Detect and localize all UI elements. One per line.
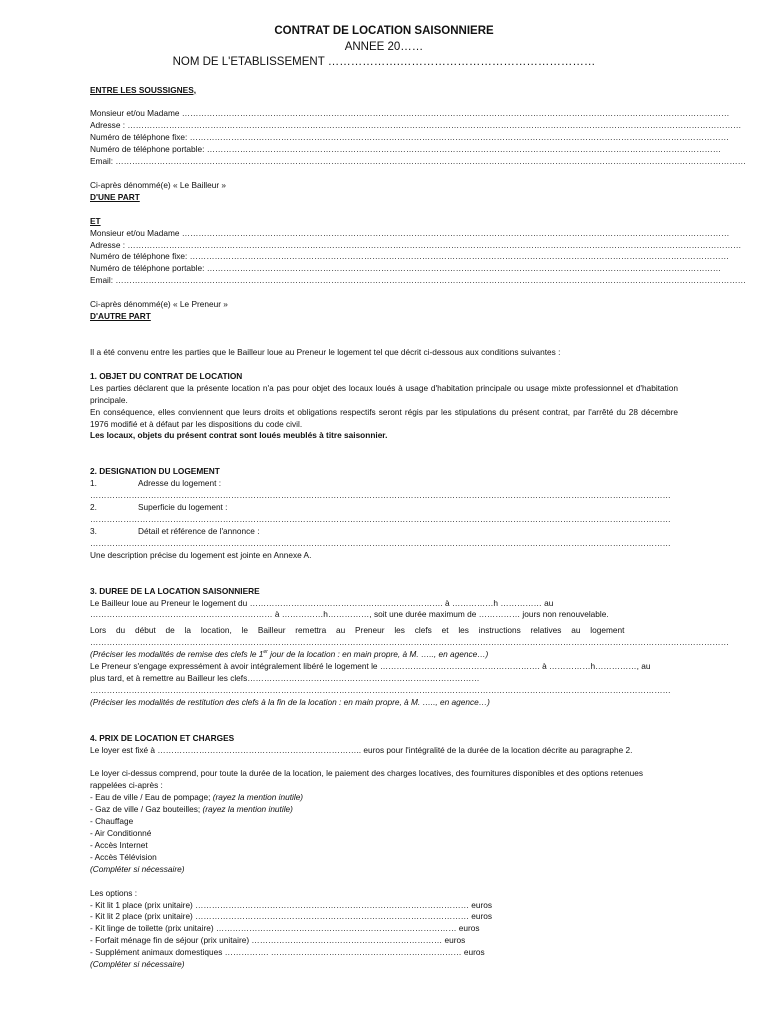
complete-note: (Compléter si nécessaire) — [90, 863, 185, 874]
document-title: CONTRAT DE LOCATION SAISONNIERE — [274, 25, 494, 37]
option-item: - Kit linge de toilette (prix unitaire) …………………………………………………………………………… euros — [90, 923, 480, 934]
tenant-mobile-field: Numéro de téléphone portable: …………………………………………………………………………………………………………………………………………………………………… — [90, 263, 722, 274]
section-1-furnished-note: Les locaux, objets du présent contrat sont loués meublés à titre saisonnier. — [90, 430, 388, 441]
section-1-paragraph: Les parties déclarent que la présente location n'a pas pour objet des locaux loués à usage d'habitation principale ou usage mixte professionnel et d'habitation principale. — [90, 382, 678, 405]
keys-handover-line: Lors du début de la location, le Bailleur remettra au Preneur les clefs et les instructions relatives au logement — [90, 625, 625, 636]
fill-line: ………………………………………………………………………………………………………………………………………………………………………………………… — [90, 490, 671, 501]
section-1-heading: 1. OBJET DU CONTRAT DE LOCATION — [90, 370, 243, 381]
listing-item: 3. Détail et référence de l'annonce : — [90, 525, 260, 536]
option-item: - Supplément animaux domestiques ……………. …………………………………………………………… euros — [90, 947, 485, 958]
option-item: - Kit lit 1 place (prix unitaire) ……………………………………………………………………………………… euros — [90, 899, 492, 910]
charges-list — [90, 792, 678, 863]
charge-item: - Accès Internet — [90, 839, 148, 850]
rent-amount-line: Le loyer est fixé à ……………………………………………………………….. euros pour l'intégralité de la durée de la location décrite au paragraphe 2. — [90, 744, 633, 755]
section-2-heading: 2. DESIGNATION DU LOGEMENT — [90, 466, 220, 477]
between-heading: ENTRE LES SOUSSIGNES, — [90, 84, 197, 95]
annex-note: Une description précise du logement est jointe en Annexe A. — [90, 549, 312, 560]
charge-item: - Gaz de ville / Gaz bouteilles; (rayez la mention inutile) — [90, 804, 293, 815]
section-1-paragraph: En conséquence, elles conviennent que leurs droits et obligations respectifs seront régis par les stipulations du présent contrat, par l'arrêté du 28 décembre 1976 modifié et à défaut par les dispositions du code civil. — [90, 406, 678, 429]
lessor-part: D'UNE PART — [90, 191, 140, 202]
address-item: 1. Adresse du logement : — [90, 478, 222, 489]
complete-note: (Compléter si nécessaire) — [90, 959, 185, 970]
tenant-named: Ci-après dénommé(e) « Le Preneur » — [90, 299, 228, 310]
tenant-phone-field: Numéro de téléphone fixe: …………………………………………………………………………………………………………………………………………………………………………… — [90, 251, 729, 262]
options-title: Les options : — [90, 887, 138, 898]
tenant-part: D'AUTRE PART — [90, 311, 151, 322]
option-item: - Forfait ménage fin de séjour (prix unitaire) …………………………………………………………… euros — [90, 935, 466, 946]
document-header — [90, 24, 678, 71]
and-heading: ET — [90, 215, 101, 226]
section-4-heading: 4. PRIX DE LOCATION ET CHARGES — [90, 732, 235, 743]
lessor-phone-field: Numéro de téléphone fixe: …………………………………………………………………………………………………………………………………………………………………………… — [90, 132, 729, 143]
lessor-name-field: Monsieur et/ou Madame ……………………………………………………………………………………………………………………………………………………………………………… — [90, 108, 730, 119]
contract-page — [90, 24, 746, 971]
section-2 — [90, 466, 678, 561]
section-4 — [90, 733, 678, 971]
fill-line: ………………………………………………………………………………………………………………………………………………………………………………………… — [90, 513, 671, 524]
fill-line: …………………………………………………………………………………………………………………………………………………………………………………………………………… — [90, 637, 729, 648]
charge-item: - Accès Télévision — [90, 851, 157, 862]
options-list — [90, 900, 678, 960]
tenant-name-field: Monsieur et/ou Madame ……………………………………………………………………………………………………………………………………………………………………………… — [90, 227, 730, 238]
section-3 — [90, 585, 729, 709]
charge-item: - Eau de ville / Eau de pompage; (rayez la mention inutile) — [90, 792, 304, 803]
fill-line: ………………………………………………………………………………………………………………………………………………………………………………………… — [90, 537, 671, 548]
keys-return-note: (Préciser les modalités de restitution des clefs à la fin de la location : en main propre, à M. ….., en agence…) — [90, 696, 490, 707]
fill-line: ………………………………………………………………………………………………………………………………………………………………………………………… — [90, 684, 671, 695]
surface-item: 2. Superficie du logement : — [90, 502, 228, 513]
lessor-mobile-field: Numéro de téléphone portable: …………………………………………………………………………………………………………………………………………………………………… — [90, 144, 722, 155]
rent-includes-paragraph: Le loyer ci-dessus comprend, pour toute la durée de la location, le paiement des charges locatives, des fournitures disponibles et des options retenues rappelées ci-après : — [90, 768, 643, 791]
keys-return-line: plus tard, et à remettre au Bailleur les clefs………………………………………………………………………… — [90, 672, 480, 683]
lessor-email-field: Email: ………………………………………………………………………………………………………………………………………………………………………………………………………… — [90, 156, 746, 167]
charge-item: - Air Conditionné — [90, 828, 152, 838]
lessor-named: Ci-après dénommé(e) « Le Bailleur » — [90, 179, 227, 190]
tenant-address-field: Adresse : …………………………………………………………………………………………………………………………………………………………………………………………………… — [90, 239, 742, 250]
lessor-block — [90, 108, 746, 168]
tenant-block — [90, 227, 746, 288]
section-3-heading: 3. DUREE DE LA LOCATION SAISONNIERE — [90, 585, 260, 596]
option-item: - Kit lit 2 place (prix unitaire) ……………………………………………………………………………………… euros — [90, 911, 492, 922]
rental-start-line: Le Bailleur loue au Preneur le logement du ……………………………………………………………. à ……………h …………… au — [90, 597, 554, 608]
intro-paragraph: Il a été convenu entre les parties que le Bailleur loue au Preneur le logement tel que décrit ci-dessous aux conditions suivantes : — [90, 347, 561, 357]
section-1 — [90, 371, 678, 442]
charge-item: - Chauffage — [90, 816, 134, 827]
tenant-email-field: Email: ………………………………………………………………………………………………………………………………………………………………………………………………………… — [90, 275, 746, 286]
rental-end-line: ………………………………………………………… à ……………h……………, soit une durée maximum de …………… jours non renouvelable. — [90, 609, 609, 620]
keys-handover-note: (Préciser les modalités de remise des clefs le 1er jour de la location : en main propre, à M. ….., en agence…) — [90, 649, 489, 660]
departure-line: Le Preneur s'engage expressément à avoir intégralement libéré le logement le …………………………………………………. à ……………h……………, au — [90, 661, 651, 672]
establishment-name: NOM DE L'ETABLISSEMENT ……………….…………………………………………… — [172, 56, 596, 68]
document-year: ANNEE 20…… — [344, 40, 424, 53]
lessor-address-field: Adresse : …………………………………………………………………………………………………………………………………………………………………………………………………… — [90, 120, 742, 131]
